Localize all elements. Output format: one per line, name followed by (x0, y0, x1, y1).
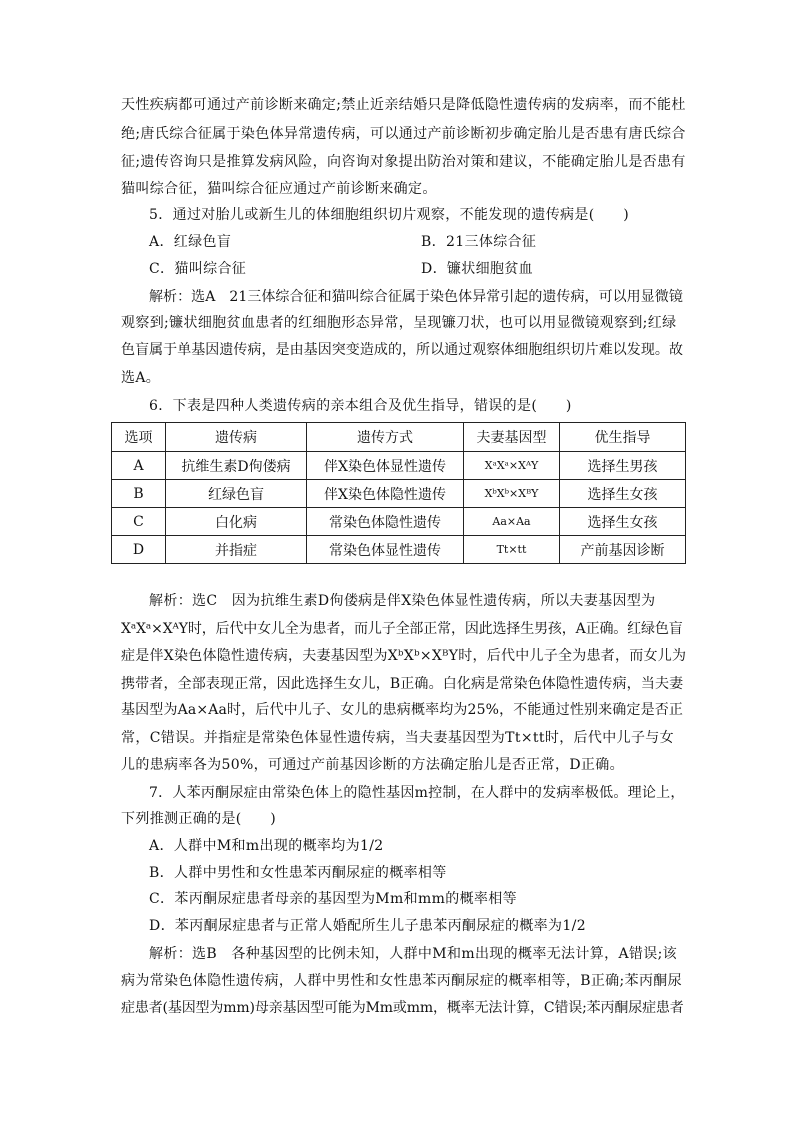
q5-option-c: C．猫叫综合征 (149, 261, 247, 277)
table-header-cell: 遗传病 (166, 423, 307, 452)
table-header-row (112, 423, 686, 452)
table-cell: 抗维生素D佝偻病 (166, 452, 307, 480)
q7-stem-line: 7．人苯丙酮尿症由常染色体上的隐性基因m控制，在人群中的发病率极低。理论上， (149, 785, 685, 801)
table-cell: 伴X染色体隐性遗传 (307, 480, 464, 508)
table-cell: 白化病 (166, 508, 307, 536)
q6-analysis-line: 症是伴X染色体隐性遗传病，夫妻基因型为XᵇXᵇ×XᴮY时，后代中儿子全为患者，而女儿为 (121, 648, 687, 664)
q6-analysis-line: 常，C错误。并指症是常染色体显性遗传病，当夫妻基因型为Tt×tt时，后代中儿子与女 (121, 730, 675, 746)
table-cell: 常染色体隐性遗传 (307, 508, 464, 536)
q5-analysis-line: 色盲属于单基因遗传病，是由基因突变造成的，所以通过观察体细胞组织切片难以发现。故 (121, 342, 683, 358)
intro-line: 绝;唐氏综合征属于染色体异常遗传病，可以通过产前诊断初步确定胎儿是否患有唐氏综合 (121, 126, 686, 142)
table-cell: B (112, 480, 166, 508)
table-cell: 选择生女孩 (560, 508, 686, 536)
table-cell: C (112, 508, 166, 536)
q5-option-b: B．21三体综合征 (421, 234, 537, 250)
table-cell: A (112, 452, 166, 480)
table-cell: 产前基因诊断 (560, 536, 686, 564)
table-header-cell: 遗传方式 (307, 423, 464, 452)
table-row (112, 508, 686, 536)
q7-stem-line: 下列推测正确的是( ) (121, 811, 277, 827)
table-cell: 并指症 (166, 536, 307, 564)
table-cell: XᵃXᵃ×XᴬY (464, 452, 560, 480)
table-cell: Tt×tt (464, 536, 560, 564)
table-cell: 红绿色盲 (166, 480, 307, 508)
q7-analysis-line: 解析：选B 各种基因型的比例未知，人群中M和m出现的概率无法计算，A错误;该 (149, 946, 678, 962)
table-header-cell: 优生指导 (560, 423, 686, 452)
q5-analysis-line: 解析：选A 21三体综合征和猫叫综合征属于染色体异常引起的遗传病，可以用显微镜 (149, 289, 683, 305)
q5-stem: 5．通过对胎儿或新生儿的体细胞组织切片观察，不能发现的遗传病是( ) (149, 207, 630, 223)
genetics-table (111, 422, 686, 564)
q7-option-b: B．人群中男性和女性患苯丙酮尿症的概率相等 (149, 865, 447, 881)
q5-option-d: D．镰状细胞贫血 (421, 261, 534, 277)
q6-analysis-line: 基因型为Aa×Aa时，后代中儿子、女儿的患病概率均为25%，不能通过性别来确定是否正 (121, 702, 684, 718)
q6-analysis-line: XᵃXᵃ×XᴬY时，后代中女儿全为患者，而儿子全部正常，因此选择生男孩，A正确。红绿色盲 (121, 621, 683, 637)
table-row (112, 536, 686, 564)
intro-line: 天性疾病都可通过产前诊断来确定;禁止近亲结婚只是降低隐性遗传病的发病率，而不能杜 (121, 97, 686, 113)
table-cell: 伴X染色体显性遗传 (307, 452, 464, 480)
q5-analysis-line: 选A。 (121, 370, 161, 386)
q5-option-a: A．红绿色盲 (149, 234, 232, 250)
intro-line: 征;遗传咨询只是推算发病风险，向咨询对象提出防治对策和建议，不能确定胎儿是否患有 (121, 154, 686, 170)
q6-analysis-line: 儿的患病率各为50%，可通过产前基因诊断的方法确定胎儿是否正常，D正确。 (121, 757, 624, 773)
q6-analysis-line: 解析：选C 因为抗维生素D佝偻病是伴X染色体显性遗传病，所以夫妻基因型为 (149, 593, 656, 609)
q7-analysis-line: 病为常染色体隐性遗传病，人群中男性和女性患苯丙酮尿症的概率相等，B正确;苯丙酮尿 (121, 973, 683, 989)
q5-analysis-line: 观察到;镰状细胞贫血患者的红细胞形态异常，呈现镰刀状，也可以用显微镜观察到;红绿 (121, 315, 677, 331)
q7-option-a: A．人群中M和m出现的概率均为1/2 (149, 838, 384, 854)
q7-analysis-line: 症患者(基因型为mm)母亲基因型可能为Mm或mm，概率无法计算，C错误;苯丙酮尿症患者 (121, 1000, 684, 1016)
q6-stem: 6．下表是四种人类遗传病的亲本组合及优生指导，错误的是( ) (149, 398, 572, 414)
table-cell: 常染色体显性遗传 (307, 536, 464, 564)
table-cell: 选择生男孩 (560, 452, 686, 480)
table-row (112, 480, 686, 508)
table-cell: D (112, 536, 166, 564)
intro-line: 猫叫综合征，猫叫综合征应通过产前诊断来确定。 (121, 181, 437, 197)
table-cell: 选择生女孩 (560, 480, 686, 508)
table-cell: Aa×Aa (464, 508, 560, 536)
q7-option-d: D．苯丙酮尿症患者与正常人婚配所生儿子患苯丙酮尿症的概率为1/2 (149, 918, 586, 934)
table-header-cell: 夫妻基因型 (464, 423, 560, 452)
table-header-cell: 选项 (112, 423, 166, 452)
table-row (112, 452, 686, 480)
q6-analysis-line: 携带者，全部表现正常，因此选择生女儿，B正确。白化病是常染色体隐性遗传病，当夫妻 (121, 676, 684, 692)
q7-option-c: C．苯丙酮尿症患者母亲的基因型为Mm和mm的概率相等 (149, 891, 517, 907)
table-cell: XᵇXᵇ×XᴮY (464, 480, 560, 508)
